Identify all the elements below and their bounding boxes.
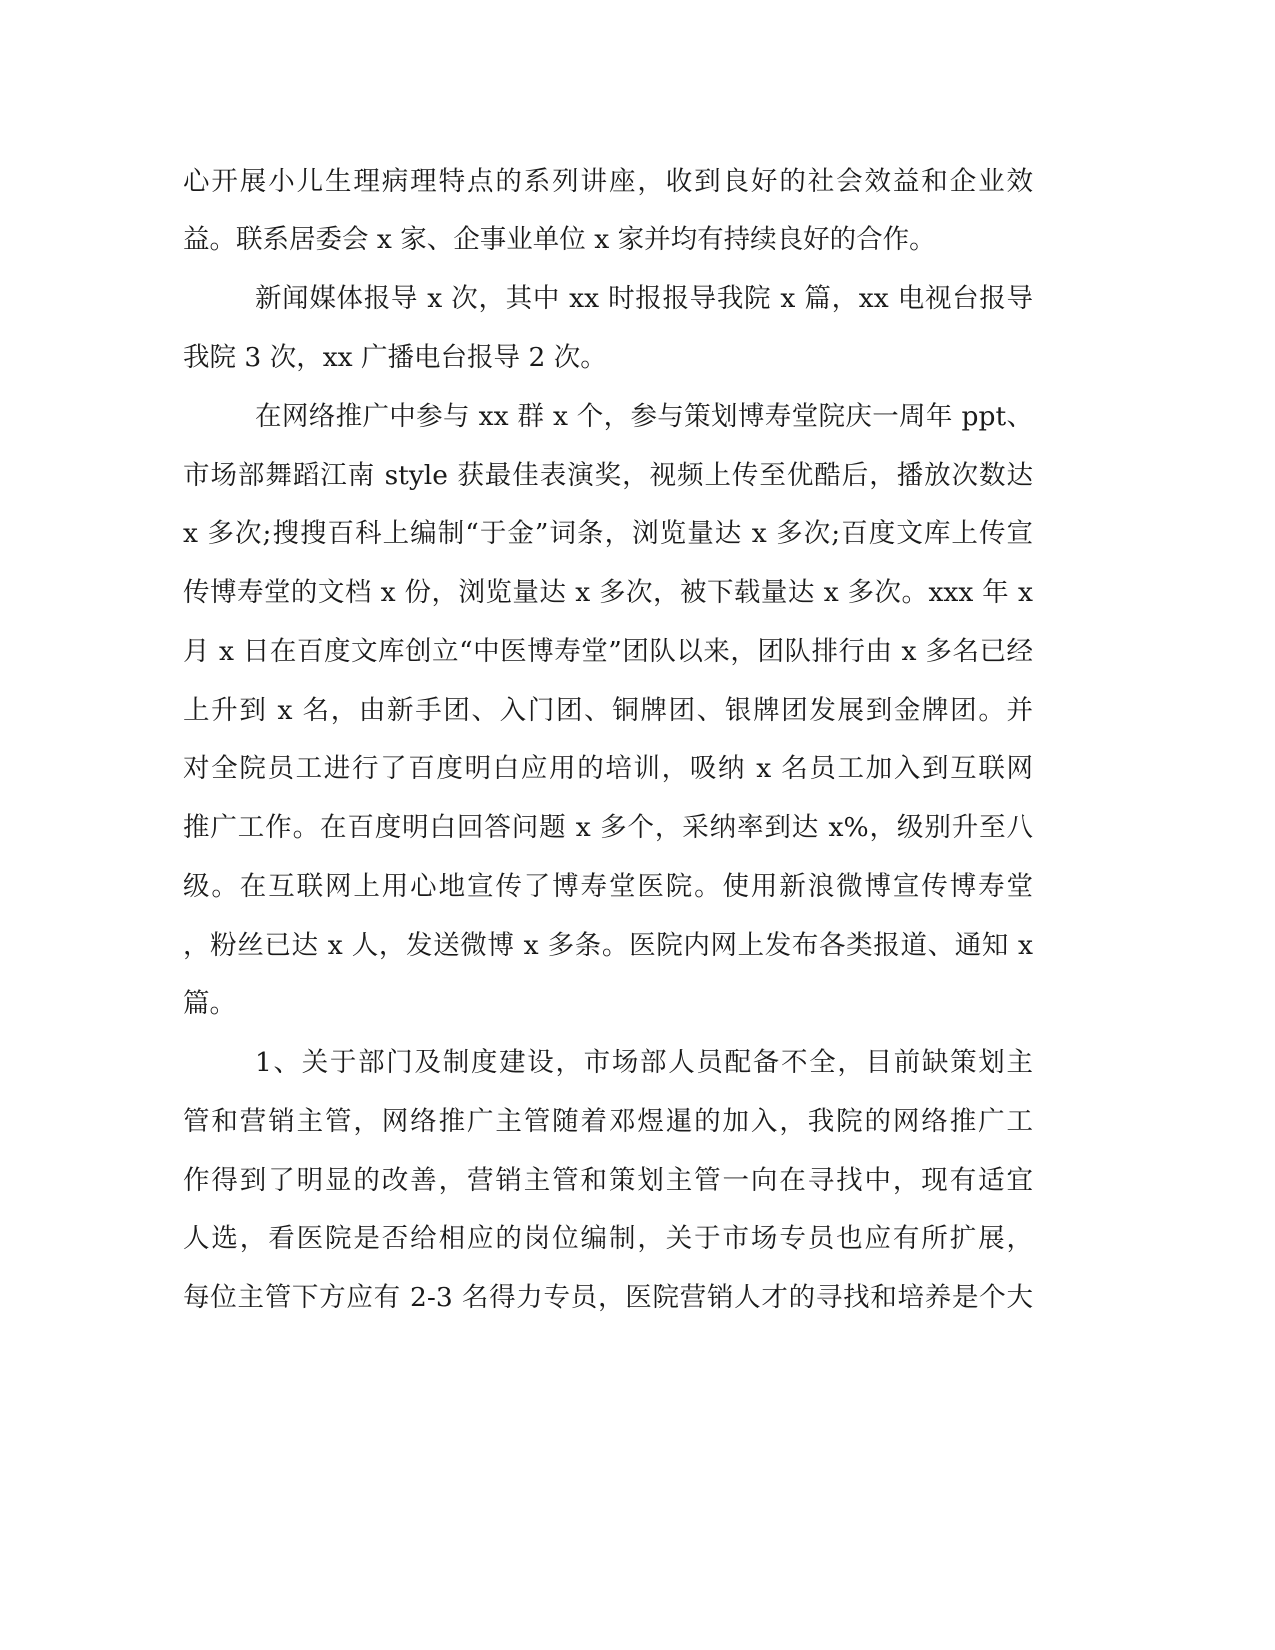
text-line: 人选，看医院是否给相应的岗位编制，关于市场专员也应有所扩展， (183, 1223, 1033, 1254)
text-line: 上升到 x 名，由新手团、入门团、铜牌团、银牌团发展到金牌团。并 (183, 695, 1033, 726)
paragraph-first-line: 新闻媒体报导 x 次，其中 xx 时报报导我院 x 篇，xx 电视台报导 (255, 283, 1033, 314)
paragraph-first-line: 在网络推广中参与 xx 群 x 个，参与策划博寿堂院庆一周年 ppt、 (255, 401, 1033, 432)
text-line: ，粉丝已达 x 人，发送微博 x 多条。医院内网上发布各类报道、通知 x (183, 930, 1033, 961)
text-line: 作得到了明显的改善，营销主管和策划主管一向在寻找中，现有适宜 (183, 1165, 1033, 1196)
text-line: 心开展小儿生理病理特点的系列讲座，收到良好的社会效益和企业效 (183, 166, 1033, 197)
text-line: 对全院员工进行了百度明白应用的培训，吸纳 x 名员工加入到互联网 (183, 753, 1033, 784)
text-line: 月 x 日在百度文库创立“中医博寿堂”团队以来，团队排行由 x 多名已经 (183, 636, 1033, 667)
text-line: 每位主管下方应有 2-3 名得力专员，医院营销人才的寻找和培养是个大 (183, 1282, 1033, 1313)
text-line: 传博寿堂的文档 x 份，浏览量达 x 多次，被下载量达 x 多次。xxx 年 x (183, 577, 1033, 608)
text-line: 篇。 (183, 988, 236, 1019)
text-line: 推广工作。在百度明白回答问题 x 多个，采纳率到达 x%，级别升至八 (183, 812, 1033, 843)
paragraph-first-line: 1、关于部门及制度建设，市场部人员配备不全，目前缺策划主 (255, 1047, 1033, 1078)
text-line: 益。联系居委会 x 家、企事业单位 x 家并均有持续良好的合作。 (183, 224, 936, 255)
text-line: 市场部舞蹈江南 style 获最佳表演奖，视频上传至优酷后，播放次数达 (183, 460, 1033, 491)
text-line: 我院 3 次，xx 广播电台报导 2 次。 (183, 342, 607, 373)
text-line: 级。在互联网上用心地宣传了博寿堂医院。使用新浪微博宣传博寿堂 (183, 871, 1033, 902)
text-line: 管和营销主管，网络推广主管随着邓煜暹的加入，我院的网络推广工 (183, 1106, 1033, 1137)
text-line: x 多次;搜搜百科上编制“于金”词条，浏览量达 x 多次;百度文库上传宣 (183, 518, 1033, 549)
